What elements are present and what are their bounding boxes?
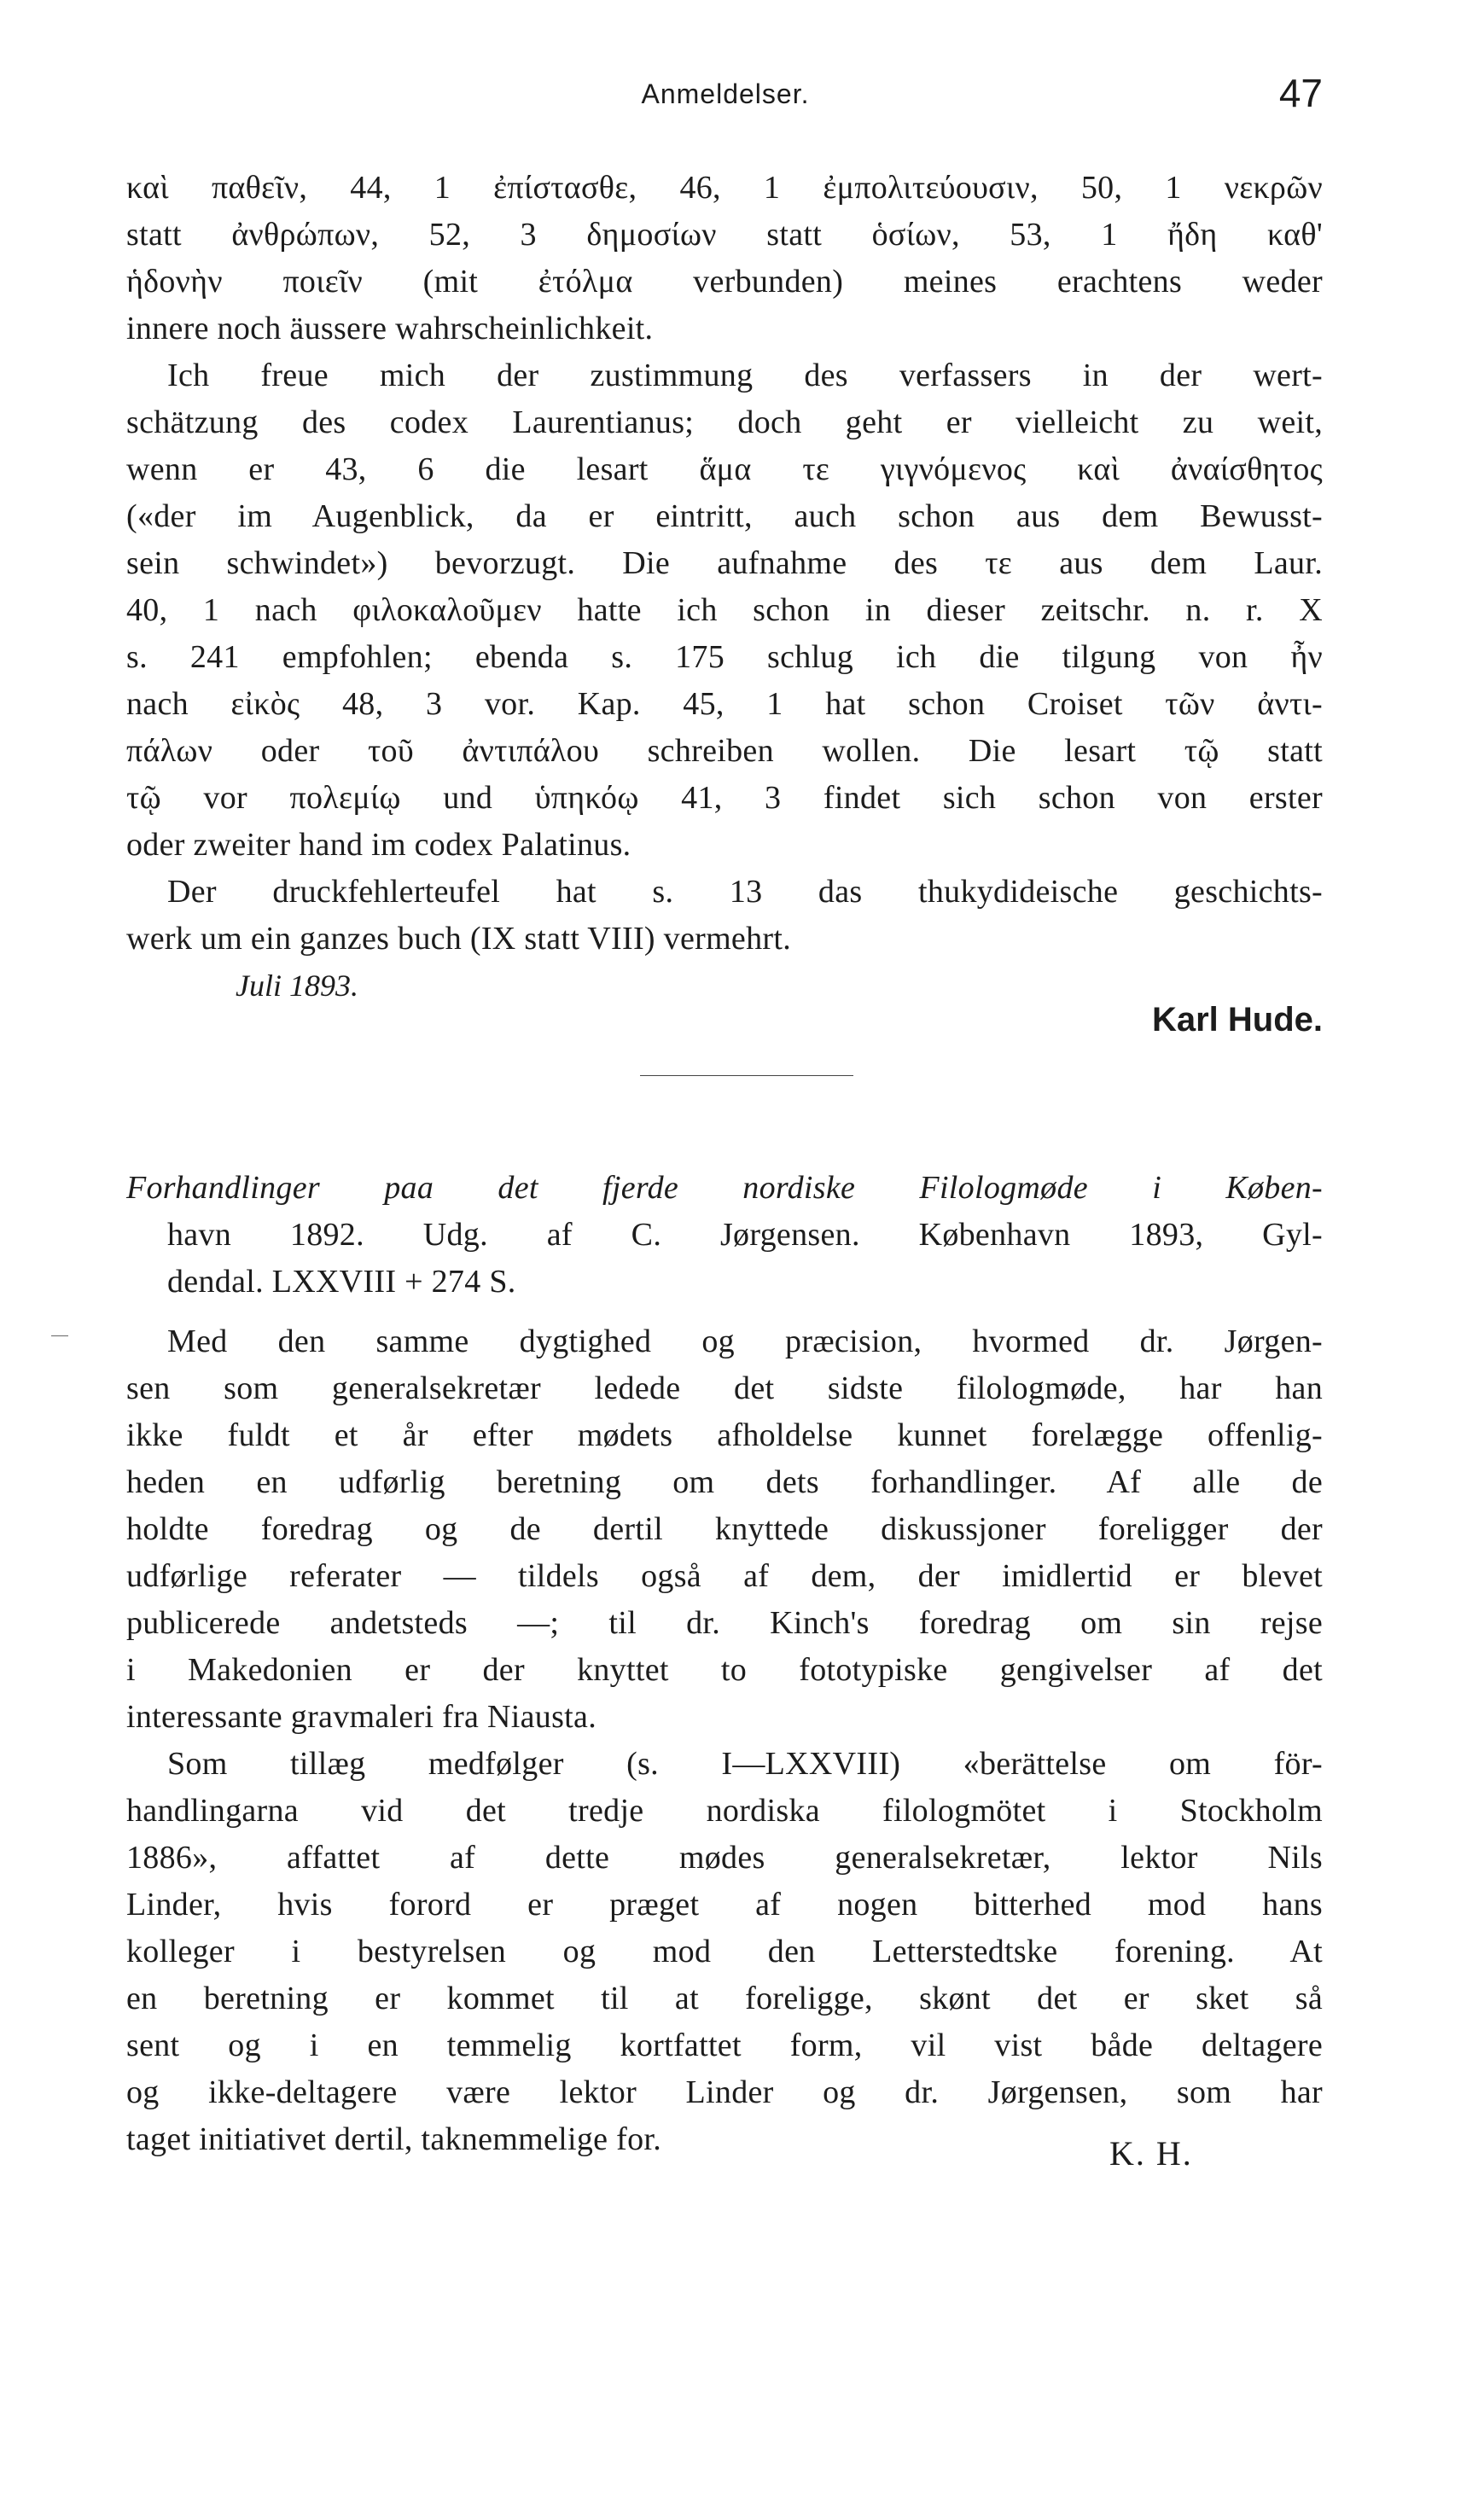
page-header [128,70,1323,130]
book-title-line: dendal. LXXVIII + 274 S. [167,1264,516,1300]
review-author: Karl Hude. [1151,1001,1323,1038]
margin-mark [51,1335,68,1336]
text-line: werk um ein ganzes buch (IX statt VIII) vermehrt. [126,921,792,957]
text-line: Linder, hvis forord er præget af nogen bitterhed mod hans [126,1887,1323,1923]
text-line: heden en udførlig beretning om dets forhandlinger. Af alle de [126,1464,1323,1500]
text-line: statt ἀνθρώπων, 52, 3 δημοσίων statt ὁσίων, 53, 1 ἤδη καθ' [126,217,1323,253]
text-line: πάλων oder τοῦ ἀντιπάλου schreiben wollen. Die lesart τῷ statt [126,733,1323,769]
text-line: sent og i en temmelig kortfattet form, vil vist både deltagere [126,2027,1323,2063]
text-line: ἡδονὴν ποιεῖν (mit ἐτόλμα verbunden) meines erachtens weder [126,264,1323,300]
text-line: nach εἰκὸς 48, 3 vor. Kap. 45, 1 hat schon Croiset τῶν ἀντι- [126,686,1323,722]
text-line: sen som generalsekretær ledede det sidste filologmøde, har han [126,1370,1323,1406]
text-line: publicerede andetsteds —; til dr. Kinch's foredrag om sin rejse [126,1605,1323,1641]
text-line: i Makedonien er der knyttet to fototypiske gengivelser af det [126,1652,1323,1688]
review-initials: K. H. [1109,2134,1193,2173]
text-line: udførlige referater — tildels også af dem, der imidlertid er blevet [126,1558,1323,1594]
text-line: innere noch äussere wahrscheinlichkeit. [126,311,654,346]
text-line: («der im Augenblick, da er eintritt, auch schon aus dem Bewusst- [126,498,1323,534]
text-line: og ikke-deltagere være lektor Linder og dr. Jørgensen, som har [126,2074,1323,2110]
text-line: Som tillæg medfølger (s. I—LXXVIII) «berättelse om för- [167,1746,1323,1782]
text-line: schätzung des codex Laurentianus; doch geht er vielleicht zu weit, [126,404,1323,440]
text-line: Der druckfehlerteufel hat s. 13 das thukydideische geschichts- [167,874,1323,910]
book-title-line: Forhandlinger paa det fjerde nordiske Filologmøde i Køben- [126,1170,1323,1206]
page-number: 47 [1278,71,1323,115]
text-line: Med den samme dygtighed og præcision, hvormed dr. Jørgen- [167,1323,1323,1359]
text-line: wenn er 43, 6 die lesart ἅμα τε γιγνόμενος καὶ ἀναίσθητος [126,451,1323,487]
text-line: τῷ vor πολεμίῳ und ὑπηκόῳ 41, 3 findet sich schon von erster [126,780,1323,816]
text-line: καὶ παθεῖν, 44, 1 ἐπίστασθε, 46, 1 ἐμπολιτεύουσιν, 50, 1 νεκρῶν [126,170,1323,206]
text-line: s. 241 empfohlen; ebenda s. 175 schlug ich die tilgung von ἦν [126,639,1323,675]
text-line: taget initiativet dertil, taknemmelige for. [126,2121,662,2157]
review-2-title [126,1165,1323,1306]
text-line: 40, 1 nach φιλοκαλοῦμεν hatte ich schon in dieser zeitschr. n. r. X [126,592,1323,628]
text-line: kolleger i bestyrelsen og mod den Letterstedtske forening. At [126,1934,1323,1969]
running-head: Anmeldelser. [641,79,810,109]
review-2-text [126,1318,1323,2163]
review-1-text [126,165,1323,1038]
text-line: holdte foredrag og de dertil knyttede diskussjoner foreligger der [126,1511,1323,1547]
text-line: handlingarna vid det tredje nordiska filologmötet i Stockholm [126,1793,1323,1829]
section-divider [640,1075,853,1076]
text-line: 1886», affattet af dette mødes generalsekretær, lektor Nils [126,1840,1323,1876]
review-date: Juli 1893. [236,969,358,1003]
text-line: Ich freue mich der zustimmung des verfassers in der wert- [167,358,1323,393]
text-line: oder zweiter hand im codex Palatinus. [126,827,631,863]
book-title-line: havn 1892. Udg. af C. Jørgensen. København 1893, Gyl- [167,1217,1323,1253]
text-line: interessante gravmaleri fra Niausta. [126,1699,597,1735]
signature-row [126,963,1323,1038]
text-line: ikke fuldt et år efter mødets afholdelse kunnet forelægge offenlig- [126,1417,1323,1453]
text-line: sein schwindet») bevorzugt. Die aufnahme des τε aus dem Laur. [126,545,1323,581]
text-line: en beretning er kommet til at foreligge, skønt det er sket så [126,1981,1323,2016]
